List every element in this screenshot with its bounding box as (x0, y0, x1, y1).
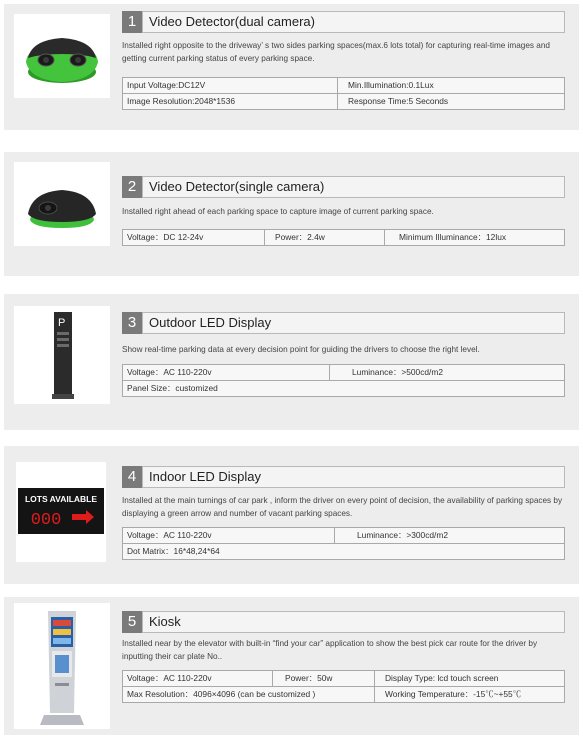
product-description: Installed at the main turnings of car park , inform the driver on every point of decision, the availability of parking spaces by displaying a green arrow and number of vacant parking spaces. (122, 496, 563, 518)
spec-cell: Luminance：>300cd/m2 (335, 528, 565, 544)
spec-row (123, 230, 565, 246)
product-image-indoor-led (16, 462, 106, 562)
product-card-kiosk (4, 597, 579, 735)
product-description: Installed right opposite to the driveway’ s two sides parking spaces(max.6 lots total) for capturing real-time images and getting current parking status of every parking space. (122, 41, 550, 63)
dual-camera-icon (14, 14, 110, 98)
spec-table (122, 527, 565, 560)
spec-row (123, 94, 565, 110)
spec-cell: Dot Matrix：16*48,24*64 (123, 544, 565, 560)
outdoor-led-sign-icon (14, 306, 110, 404)
spec-cell: Voltage：DC 12-24v (123, 230, 265, 246)
product-number: 1 (122, 11, 142, 33)
product-number: 2 (122, 176, 142, 198)
spec-row (123, 687, 565, 703)
spec-cell: Power：50w (273, 671, 375, 687)
product-card-single-camera (4, 152, 579, 276)
sign-letter: P (58, 317, 66, 329)
spec-cell: Luminance：>500cd/m2 (330, 365, 565, 381)
sign-digits: 000 (30, 511, 62, 530)
product-description: Installed near by the elevator with built-in “find your car” application to show the best pick car route for the driver by inputting their car plate No.. (122, 639, 538, 661)
spec-cell: Voltage：AC 110-220v (123, 365, 330, 381)
spec-row (123, 671, 565, 687)
product-title: Indoor LED Display (142, 466, 565, 488)
spec-cell: Voltage：AC 110-220v (123, 671, 273, 687)
spec-table (122, 77, 565, 110)
product-image-kiosk (14, 603, 110, 729)
spec-cell: Power：2.4w (265, 230, 385, 246)
product-image-dual-camera (14, 14, 110, 98)
spec-cell: Min.Illumination:0.1Lux (338, 78, 565, 94)
product-number: 4 (122, 466, 142, 488)
sign-text: LOTS AVAILABLE (24, 494, 98, 504)
product-number: 3 (122, 312, 142, 334)
spec-cell: Working Temperature：-15℃~+55℃ (375, 687, 565, 703)
spec-table (122, 670, 565, 703)
spec-cell: Display Type: lcd touch screen (375, 671, 565, 687)
spec-cell: Voltage：AC 110-220v (123, 528, 335, 544)
spec-row (123, 528, 565, 544)
spec-cell: Max Resolution：4096×4096 (can be customized ) (123, 687, 375, 703)
spec-cell: Minimum Illuminance：12lux (385, 230, 565, 246)
spec-table (122, 229, 565, 246)
product-card-outdoor-led (4, 294, 579, 430)
product-card-dual-camera (4, 4, 579, 130)
product-image-single-camera (14, 162, 110, 246)
spec-cell: Response Time:5 Seconds (338, 94, 565, 110)
spec-table (122, 364, 565, 397)
spec-row (123, 78, 565, 94)
spec-cell: Image Resolution:2048*1536 (123, 94, 338, 110)
product-description: Show real-time parking data at every decision point for guiding the drivers to choose the right level. (122, 345, 480, 354)
product-description: Installed right ahead of each parking space to capture image of current parking space. (122, 207, 434, 216)
product-title: Video Detector(dual camera) (142, 11, 565, 33)
spec-row (123, 365, 565, 381)
indoor-led-sign-icon (16, 462, 106, 562)
spec-row (123, 381, 565, 397)
single-camera-icon (14, 162, 110, 246)
spec-cell: Panel Size：customized (123, 381, 565, 397)
product-card-indoor-led (4, 446, 579, 584)
spec-row (123, 544, 565, 560)
product-number: 5 (122, 611, 142, 633)
kiosk-icon (14, 603, 110, 729)
spec-cell: Input Voltage:DC12V (123, 78, 338, 94)
product-title: Outdoor LED Display (142, 312, 565, 334)
product-image-outdoor-led (14, 306, 110, 404)
product-title: Video Detector(single camera) (142, 176, 565, 198)
product-title: Kiosk (142, 611, 565, 633)
